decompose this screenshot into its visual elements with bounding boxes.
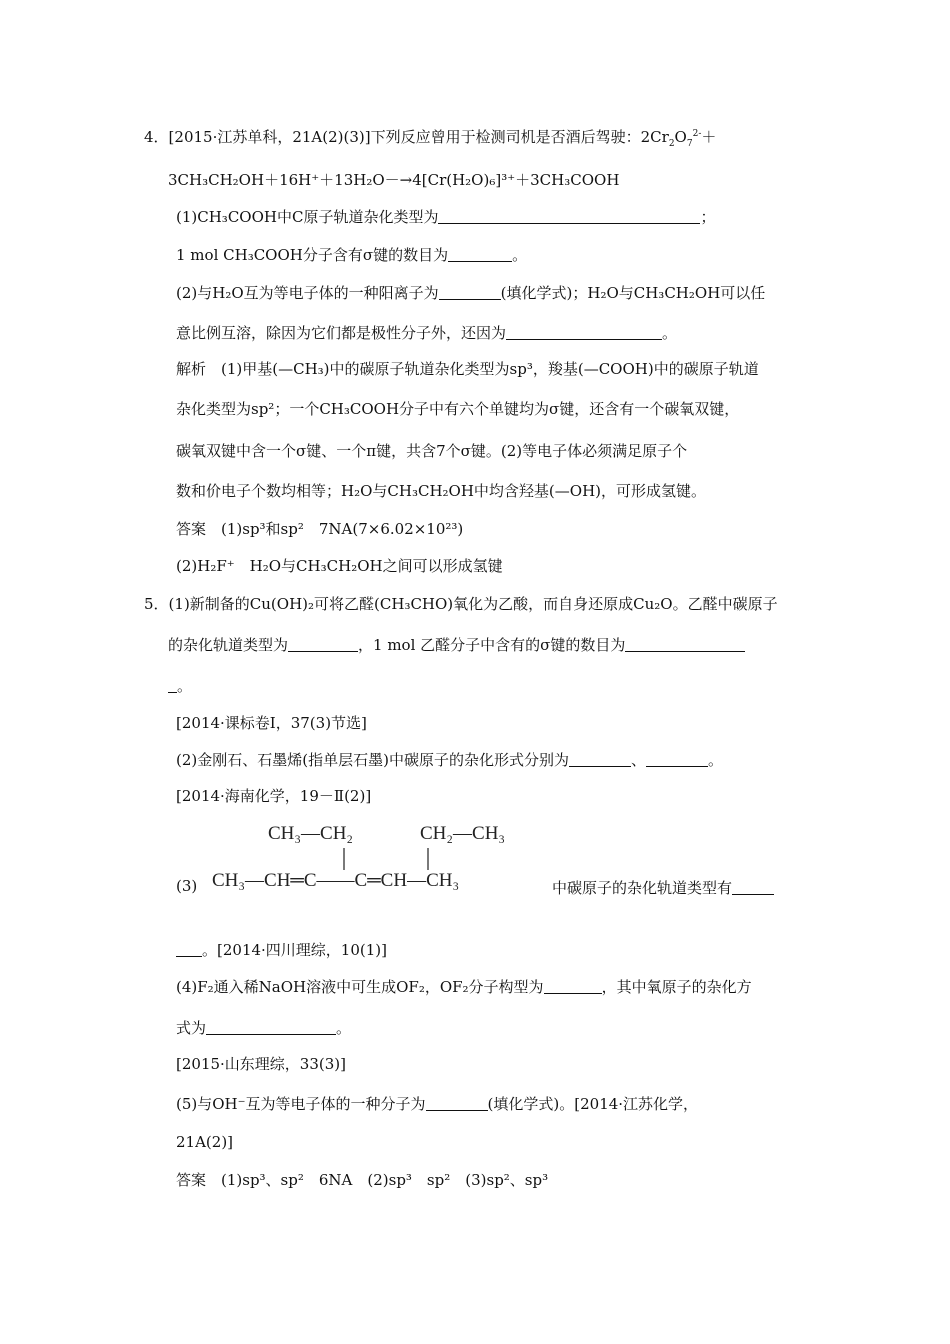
answer-blank[interactable] [439, 284, 501, 300]
q5-source1: [2014·课标卷Ⅰ，37(3)节选] [176, 714, 367, 732]
q4-answer-line2: (2)H₂F⁺ H₂O与CH₃CH₂OH之间可以形成氢键 [176, 557, 503, 575]
answer-blank[interactable] [646, 751, 708, 767]
q4-eq-tail: ＋ [701, 128, 717, 146]
q5-answer: 答案 (1)sp³、sp² 6NA (2)sp³ sp² (3)sp²、sp³ [176, 1171, 549, 1189]
q4-analysis-line1: 解析 (1)甲基(—CH₃)中的碳原子轨道杂化类型为sp³，羧基(—COOH)中的碳原子轨道 [176, 360, 759, 378]
q5-part4b [176, 1018, 351, 1038]
q5-line2 [168, 635, 745, 655]
answer-blank[interactable] [544, 978, 602, 994]
answer-blank[interactable] [426, 1095, 488, 1111]
q5-part2 [176, 750, 723, 770]
q5-part1-text2: 的杂化轨道类型为 [168, 636, 289, 654]
answer-blank[interactable] [168, 677, 177, 693]
punct: 。 [336, 1019, 352, 1037]
sub: 7 [686, 139, 693, 149]
q5-part3 [552, 878, 774, 898]
sup: 2- [692, 129, 702, 139]
q4-part1a [176, 207, 715, 227]
q5-source3: 。[2014·四川理综，10(1)] [202, 941, 387, 959]
punct: 。 [177, 677, 193, 695]
q4-part1b-text: 1 mol CH₃COOH分子含有σ键的数目为 [176, 246, 449, 264]
q4-part2b-text: 意比例互溶，除因为它们都是极性分子外，还因为 [176, 324, 507, 342]
q4-part2b [176, 323, 677, 343]
answer-blank[interactable] [206, 1019, 336, 1035]
q5-part3-end [176, 940, 387, 960]
q4-part2a-text: (2)与H₂O互为等电子体的一种阳离子为 [176, 284, 439, 302]
q5-number: 5． [144, 595, 169, 613]
q4-part2a-mid: (填化学式)；H₂O与CH₃CH₂OH可以任 [500, 284, 766, 302]
structure-main-chain: CH₃—CH═C——C═CH—CH₃ [212, 870, 460, 891]
q4-line1 [144, 127, 716, 147]
q4-source: [2015·江苏单科，21A(2)(3)] [168, 128, 371, 146]
punct: 。 [512, 246, 528, 264]
structure-top-right: CH₂—CH₃ [420, 823, 506, 844]
q4-eq-mid: O [674, 128, 687, 146]
punct: 、 [630, 751, 646, 769]
q5-part1-mid: ，1 mol 乙醛分子中含有的σ键的数目为 [358, 636, 626, 654]
q5-part3-text: 中碳原子的杂化轨道类型有 [552, 879, 733, 897]
q5-source4: [2015·山东理综，33(3)] [176, 1055, 346, 1073]
q4-equation: 3CH₃CH₂OH＋16H⁺＋13H₂O－→4[Cr(H₂O)₆]³⁺＋3CH₃COOH [168, 171, 620, 189]
q4-analysis-line3: 碳氧双键中含一个σ键、一个π键，共含7个σ键。(2)等电子体必须满足原子个 [176, 442, 688, 460]
q4-intro: 下列反应曾用于检测司机是否酒后驾驶：2Cr [370, 128, 669, 146]
q4-part1b [176, 245, 527, 265]
structure-top-left: CH₃—CH₂ [268, 823, 354, 844]
punct: 。 [662, 324, 678, 342]
answer-blank[interactable] [732, 879, 774, 895]
q4-answer-line1: 答案 (1)sp³和sp² 7NA(7×6.02×10²³) [176, 520, 464, 538]
q4-analysis-line2: 杂化类型为sp²；一个CH₃COOH分子中有六个单键均为σ键，还含有一个碳氧双键， [176, 400, 740, 418]
q4-number: 4． [144, 128, 169, 146]
q5-part1-text: (1)新制备的Cu(OH)₂可将乙醛(CH₃CHO)氧化为乙酸，而自身还原成Cu₂O。乙醛中碳原子 [168, 595, 778, 613]
q5-part4-text2: 式为 [176, 1019, 207, 1037]
answer-blank[interactable] [506, 324, 662, 340]
answer-blank[interactable] [438, 208, 700, 224]
q5-line1 [144, 594, 778, 614]
answer-blank[interactable] [176, 941, 202, 957]
q5-part4-text: (4)F₂通入稀NaOH溶液中可生成OF₂，OF₂分子构型为 [176, 978, 544, 996]
q5-part5-mid: (填化学式)。[2014·江苏化学， [487, 1095, 699, 1113]
q5-line3 [168, 676, 192, 696]
q5-part4-mid: ，其中氧原子的杂化方 [601, 978, 752, 996]
answer-blank[interactable] [625, 636, 745, 652]
answer-blank[interactable] [448, 246, 512, 262]
q5-part4a [176, 977, 752, 997]
answer-blank[interactable] [288, 636, 358, 652]
q4-part1a-text: (1)CH₃COOH中C原子轨道杂化类型为 [176, 208, 439, 226]
q5-part5-text: (5)与OH⁻互为等电子体的一种分子为 [176, 1095, 426, 1113]
q5-part3-label: (3) [176, 877, 198, 895]
sub: 2 [668, 139, 675, 149]
q5-part2-text: (2)金刚石、石墨烯(指单层石墨)中碳原子的杂化形式分别为 [176, 751, 569, 769]
q4-part2a [176, 283, 765, 303]
q5-part5b: 21A(2)] [176, 1133, 234, 1151]
q5-part5a [176, 1094, 698, 1114]
punct: ； [700, 208, 716, 226]
answer-blank[interactable] [569, 751, 631, 767]
q5-source2: [2014·海南化学，19－Ⅱ(2)] [176, 787, 372, 805]
punct: 。 [707, 751, 723, 769]
q4-analysis-line4: 数和价电子个数均相等；H₂O与CH₃CH₂OH中均含羟基(—OH)，可形成氢键。 [176, 482, 706, 500]
